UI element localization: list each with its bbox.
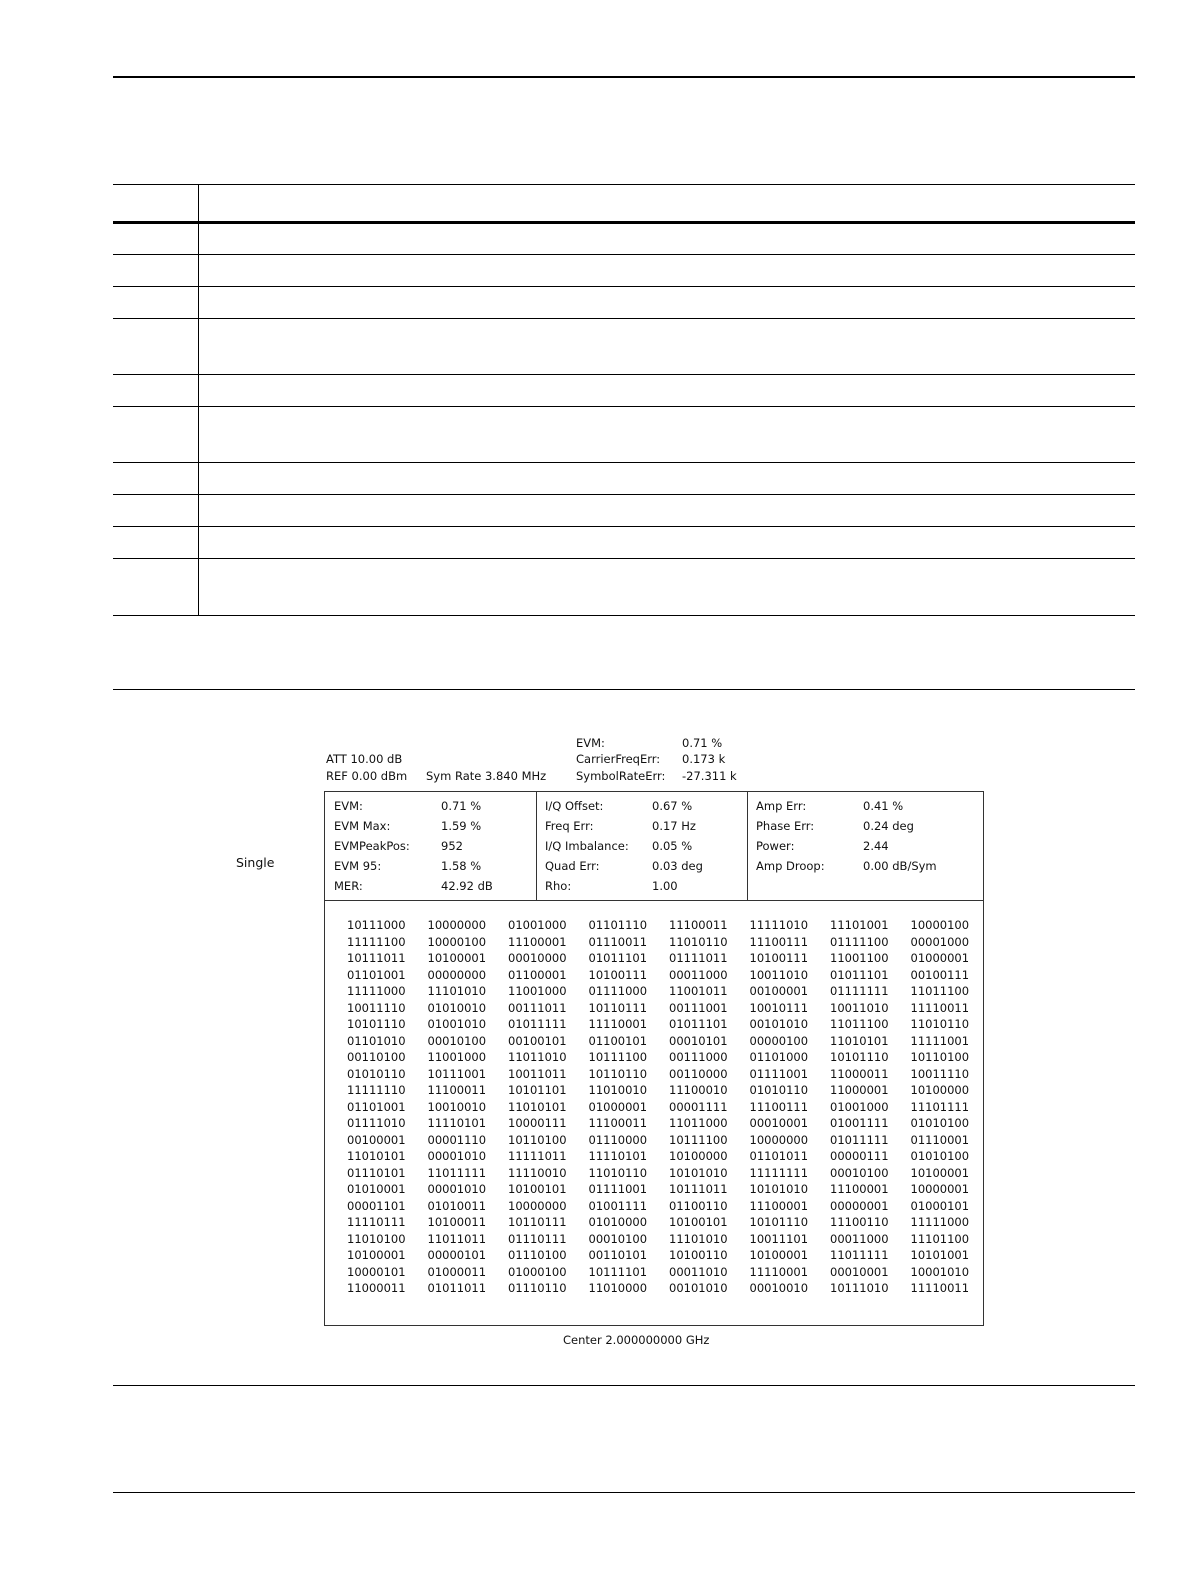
table-row-border [113, 494, 1135, 495]
bit-word: 00111000 [669, 1050, 728, 1064]
bit-word: 00011000 [830, 1231, 889, 1246]
bit-word: 00100111 [910, 967, 970, 982]
bit-word: 10101001 [910, 1248, 970, 1262]
measurement-value: 0.67 % [652, 799, 693, 813]
bit-word: 10001010 [910, 1264, 970, 1279]
bit-word: 10100001 [749, 1248, 809, 1262]
bit-word: 11100010 [669, 1083, 728, 1097]
bit-word: 01110000 [588, 1132, 648, 1147]
bit-word: 11100001 [830, 1182, 889, 1196]
bit-word: 00010001 [830, 1264, 889, 1279]
bit-word: 00010100 [830, 1165, 889, 1180]
bit-word: 01101011 [749, 1149, 809, 1163]
bit-word: 01111000 [588, 984, 648, 998]
bit-word: 11110101 [588, 1149, 648, 1163]
bit-word: 11111000 [910, 1215, 970, 1229]
measurement-value: 42.92 dB [441, 879, 493, 893]
bit-word: 11010100 [347, 1231, 406, 1246]
measurement-panel [324, 791, 984, 1326]
bit-word: 10000000 [749, 1132, 809, 1147]
bit-word: 10111010 [830, 1281, 889, 1295]
bit-word: 01111001 [588, 1182, 648, 1196]
measurement-value: 1.59 % [441, 819, 482, 833]
bit-word: 10000111 [508, 1116, 567, 1130]
measurement-value: 0.41 % [863, 799, 904, 813]
bit-word: 11101010 [669, 1231, 728, 1246]
bit-word: 01110110 [508, 1281, 567, 1295]
att-readout: ATT 10.00 dB [326, 752, 403, 766]
bit-word: 10100111 [588, 967, 648, 982]
bit-word: 11100001 [508, 934, 567, 949]
bit-word: 00010001 [749, 1116, 809, 1130]
bit-word: 00110000 [669, 1066, 728, 1081]
bit-word: 01101110 [588, 918, 648, 932]
bit-word: 01111010 [347, 1116, 406, 1130]
bit-word: 11011111 [427, 1165, 487, 1180]
ref-readout: REF 0.00 dBm [326, 769, 408, 783]
bit-word: 00101010 [749, 1017, 809, 1031]
bit-word: 11011111 [830, 1248, 889, 1262]
measurement-label: Rho: [545, 879, 572, 893]
bit-word: 11001000 [427, 1050, 487, 1064]
bit-word: 01011101 [669, 1017, 728, 1031]
bit-word: 00101010 [669, 1281, 728, 1295]
bit-word: 10010010 [427, 1099, 487, 1114]
measurement-value: 2.44 [863, 839, 889, 853]
bit-word: 11010110 [910, 1017, 970, 1031]
bit-word: 11001000 [508, 984, 567, 998]
sym-rate-readout: Sym Rate 3.840 MHz [426, 769, 547, 783]
measurement-value: 0.24 deg [863, 819, 914, 833]
bit-word: 01000001 [910, 951, 970, 965]
figure-bottom-rule [113, 1385, 1135, 1386]
panel-column-divider [536, 792, 537, 900]
bit-word: 11001011 [669, 984, 728, 998]
table-row-border [113, 406, 1135, 407]
bit-word: 11101100 [910, 1231, 970, 1246]
measurement-label: I/Q Imbalance: [545, 839, 629, 853]
bit-word: 10111101 [588, 1264, 648, 1279]
mode-label: Single [236, 855, 275, 870]
bit-word: 11010101 [347, 1149, 406, 1163]
bit-word: 01000100 [508, 1264, 567, 1279]
bit-word: 11010000 [588, 1281, 648, 1295]
bit-word: 00001110 [427, 1132, 487, 1147]
bit-word: 01101010 [347, 1033, 406, 1048]
bit-word: 10011110 [910, 1066, 970, 1081]
bit-word: 11110011 [910, 1000, 970, 1015]
bit-word: 00011010 [669, 1264, 728, 1279]
bit-word: 10101010 [749, 1182, 809, 1196]
bit-word: 00011000 [669, 967, 728, 982]
bit-word: 10000000 [508, 1198, 567, 1213]
bit-word: 01111100 [830, 934, 889, 949]
measurement-value: 952 [441, 839, 463, 853]
bit-word: 11101111 [910, 1099, 970, 1114]
measurement-label: MER: [334, 879, 363, 893]
bit-word: 10100000 [910, 1083, 970, 1097]
bit-word: 10101110 [347, 1017, 406, 1031]
measurement-value: 1.58 % [441, 859, 482, 873]
bit-word: 11010101 [830, 1033, 889, 1048]
summary-symbol-rate-err-label: SymbolRateErr: [576, 769, 666, 783]
bit-word: 01001010 [427, 1017, 487, 1031]
bit-word: 11101010 [427, 984, 487, 998]
bit-word: 10111011 [347, 951, 406, 965]
bit-word: 10101110 [830, 1050, 889, 1064]
bit-word: 00001010 [427, 1149, 487, 1163]
table-top-border [113, 184, 1135, 185]
bit-word: 00000000 [427, 967, 487, 982]
bit-word: 01110001 [910, 1132, 970, 1147]
bit-word: 00000111 [830, 1149, 889, 1163]
table-column-separator [198, 184, 199, 616]
bit-word: 00100101 [508, 1033, 567, 1048]
bit-word: 10110111 [508, 1215, 567, 1229]
bit-word: 11100111 [749, 934, 809, 949]
bit-word: 01100101 [588, 1033, 648, 1048]
bit-word: 01011101 [588, 951, 648, 965]
measurement-label: Freq Err: [545, 819, 594, 833]
measurement-label: Power: [756, 839, 795, 853]
bit-word: 10000100 [910, 918, 970, 932]
measurement-value: 0.03 deg [652, 859, 703, 873]
bit-word: 00000100 [749, 1033, 809, 1048]
bit-word: 01000011 [427, 1264, 487, 1279]
summary-symbol-rate-err-value: -27.311 k [682, 769, 737, 783]
bit-word: 01010110 [749, 1083, 809, 1097]
bit-word: 00000101 [427, 1248, 487, 1262]
bit-word: 01010110 [347, 1066, 406, 1081]
center-frequency-label: Center 2.000000000 GHz [563, 1333, 710, 1347]
top-rule [113, 76, 1135, 78]
bit-word: 10111100 [588, 1050, 648, 1064]
measurement-value: 0.71 % [441, 799, 482, 813]
bit-word: 11001100 [830, 951, 889, 965]
bit-word: 01010001 [347, 1182, 406, 1196]
bit-word: 11110010 [508, 1165, 567, 1180]
table-row-border [113, 526, 1135, 527]
bit-word: 00010100 [588, 1231, 648, 1246]
bit-word: 01001111 [588, 1198, 648, 1213]
bit-word: 10101010 [669, 1165, 728, 1180]
footer-rule [113, 1492, 1135, 1493]
bit-word: 10101101 [508, 1083, 567, 1097]
table-row-border [113, 374, 1135, 375]
bit-word: 11111111 [749, 1165, 809, 1180]
table-header-border [113, 221, 1135, 224]
bit-word: 10111100 [669, 1132, 728, 1147]
bit-word: 01010011 [427, 1198, 487, 1213]
bit-word: 11111011 [508, 1149, 567, 1163]
bit-word: 11011011 [427, 1231, 487, 1246]
bit-word: 11100110 [830, 1215, 889, 1229]
bit-word: 01111011 [669, 951, 728, 965]
bit-word: 01001000 [508, 918, 567, 932]
measurement-value: 0.17 Hz [652, 819, 696, 833]
bit-word: 01111111 [830, 984, 889, 998]
bit-word: 00100001 [347, 1132, 406, 1147]
bit-word: 10110100 [910, 1050, 970, 1064]
bit-word: 11100011 [427, 1083, 487, 1097]
measurement-label: Quad Err: [545, 859, 600, 873]
bit-word: 01111001 [749, 1066, 809, 1081]
bit-word: 01000001 [588, 1099, 648, 1114]
bit-word: 11111010 [749, 918, 809, 932]
table-row-border [113, 558, 1135, 559]
bit-word: 10100001 [427, 951, 487, 965]
bit-word: 01110101 [347, 1165, 406, 1180]
measurement-label: EVMPeakPos: [334, 839, 410, 853]
bit-word: 11011000 [669, 1116, 728, 1130]
bit-word: 01110100 [508, 1248, 567, 1262]
bit-word: 11110101 [427, 1116, 487, 1130]
bit-word: 01010100 [910, 1116, 970, 1130]
bit-word: 10100011 [427, 1215, 487, 1229]
bit-word: 10100001 [910, 1165, 970, 1180]
bit-word: 00000001 [830, 1198, 889, 1213]
bit-word: 01001000 [830, 1099, 889, 1114]
table-row-border [113, 254, 1135, 255]
bit-word: 01101001 [347, 967, 406, 982]
measurement-label: Amp Droop: [756, 859, 825, 873]
bit-word: 01010000 [588, 1215, 648, 1229]
summary-evm-label: EVM: [576, 736, 605, 750]
measurement-label: EVM: [334, 799, 363, 813]
bit-word: 10011110 [347, 1000, 406, 1015]
bit-word: 01011101 [830, 967, 889, 982]
bit-word: 11011100 [830, 1017, 889, 1031]
bit-word: 10111011 [669, 1182, 728, 1196]
summary-carrier-freq-err-value: 0.173 k [682, 752, 726, 766]
bit-word: 00001111 [669, 1099, 728, 1114]
bit-word: 10110111 [588, 1000, 648, 1015]
bit-word: 01100001 [508, 967, 567, 982]
bit-word: 01100110 [669, 1198, 728, 1213]
bit-word: 10011011 [508, 1066, 567, 1081]
reference-table [113, 184, 1135, 617]
bit-word: 10111000 [347, 918, 406, 932]
bit-word: 11110011 [910, 1281, 970, 1295]
bit-word: 01001111 [830, 1116, 889, 1130]
bit-word: 00010000 [508, 951, 567, 965]
bit-word: 11111001 [910, 1033, 970, 1048]
bit-word: 10100110 [669, 1248, 728, 1262]
bit-word: 10110110 [588, 1066, 648, 1081]
table-row-border [113, 286, 1135, 287]
bit-word: 11100111 [749, 1099, 809, 1114]
bit-word: 10011010 [749, 967, 809, 982]
bit-word: 11110001 [588, 1017, 648, 1031]
bit-word: 11111100 [347, 934, 406, 949]
bit-word: 10100101 [508, 1182, 567, 1196]
bit-word: 01110111 [508, 1231, 567, 1246]
bit-word: 00001010 [427, 1182, 487, 1196]
table-bottom-border [113, 615, 1135, 616]
bit-word: 11000001 [830, 1083, 889, 1097]
bit-word: 10011010 [830, 1000, 889, 1015]
bit-word: 11110111 [347, 1215, 406, 1229]
bit-word: 01101001 [347, 1099, 406, 1114]
bit-word: 10000100 [427, 934, 487, 949]
bit-word: 01101000 [749, 1050, 809, 1064]
bit-word: 11100011 [669, 918, 728, 932]
bit-word: 00110100 [347, 1050, 406, 1064]
bit-word: 11101001 [830, 918, 889, 932]
bit-word: 11010110 [588, 1165, 648, 1180]
measurement-value: 1.00 [652, 879, 678, 893]
bit-word: 10110100 [508, 1132, 567, 1147]
bit-word: 10100000 [669, 1149, 728, 1163]
bit-word: 11000011 [830, 1066, 889, 1081]
bit-word: 11000011 [347, 1281, 406, 1295]
bit-word: 11100011 [588, 1116, 648, 1130]
bit-word: 01011011 [427, 1281, 487, 1295]
bit-word: 10100001 [347, 1248, 406, 1262]
bit-word: 01000101 [910, 1198, 970, 1213]
bit-word: 10000000 [427, 918, 487, 932]
bit-word: 10011101 [749, 1231, 809, 1246]
measurement-label: EVM 95: [334, 859, 382, 873]
bit-word: 10010111 [749, 1000, 809, 1015]
bit-word: 11110001 [749, 1264, 809, 1279]
bit-word: 10100111 [749, 951, 809, 965]
bit-word: 10100101 [669, 1215, 728, 1229]
summary-evm-value: 0.71 % [682, 736, 723, 750]
figure-top-rule [113, 689, 1135, 690]
table-row-border [113, 318, 1135, 319]
measurement-label: I/Q Offset: [545, 799, 604, 813]
bit-word: 00111001 [669, 1000, 728, 1015]
bit-word: 01011111 [508, 1017, 567, 1031]
bit-word: 00010010 [749, 1281, 809, 1295]
bit-word: 11010110 [669, 934, 728, 949]
bit-word: 00010100 [427, 1033, 487, 1048]
bit-word: 10101110 [749, 1215, 809, 1229]
panel-row-divider [325, 900, 983, 901]
measurement-label: Phase Err: [756, 819, 815, 833]
measurement-label: EVM Max: [334, 819, 391, 833]
summary-carrier-freq-err-label: CarrierFreqErr: [576, 752, 661, 766]
measurement-value: 0.00 dB/Sym [863, 859, 937, 873]
bit-word: 10000001 [910, 1182, 970, 1196]
measurement-value: 0.05 % [652, 839, 693, 853]
bit-word: 00001000 [910, 934, 970, 949]
bit-word: 00111011 [508, 1000, 567, 1015]
measurement-label: Amp Err: [756, 799, 807, 813]
panel-column-divider [747, 792, 748, 900]
bit-word: 11111110 [347, 1083, 406, 1097]
bit-word: 11011100 [910, 984, 970, 998]
bit-word: 00001101 [347, 1198, 406, 1213]
bit-word: 10000101 [347, 1264, 406, 1279]
bit-word: 11011010 [508, 1050, 567, 1064]
bit-word: 11100001 [749, 1198, 809, 1213]
bit-word: 01010010 [427, 1000, 487, 1015]
bit-word: 10111001 [427, 1066, 487, 1081]
table-row-border [113, 462, 1135, 463]
bit-word: 11010101 [508, 1099, 567, 1114]
bit-word: 00100001 [749, 984, 809, 998]
bit-word: 00010101 [669, 1033, 728, 1048]
bit-word: 11111000 [347, 984, 406, 998]
bit-word: 01011111 [830, 1132, 889, 1147]
bit-word: 01110011 [588, 934, 648, 949]
bit-word: 01010100 [910, 1149, 970, 1163]
bit-word: 00110101 [588, 1248, 648, 1262]
bit-word: 11010010 [588, 1083, 648, 1097]
